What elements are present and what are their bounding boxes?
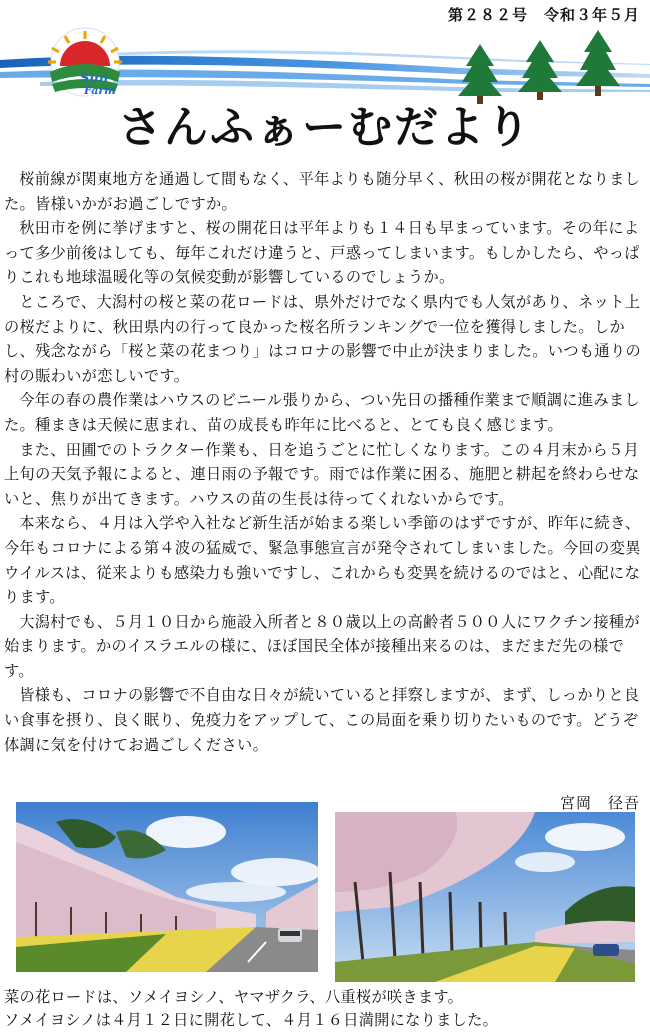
photo-caption: 菜の花ロードは、ソメイヨシノ、ヤマザクラ、八重桜が咲きます。 bbox=[4, 988, 464, 1006]
paragraph: 大潟村でも、５月１０日から施設入所者と８０歳以上の高齢者５００人にワクチン接種が始まります。かのイスラエルの様に、ほぼ国民全体が接種出来るのは、まだまだ先の様です。 bbox=[4, 612, 640, 680]
paragraph: 皆様も、コロナの影響で不自由な日々が続いていると拝察しますが、まず、しっかりと良い食事を摂り、良く眠り、免疫力をアップして、この局面を乗り切りたいものです。どうぞ体調に気を付けてお過ごしください。 bbox=[4, 686, 640, 754]
paragraph: 本来なら、４月は入学や入社など新生活が始まる楽しい季節のはずですが、昨年に続き、今年もコロナによる第４波の猛威で、緊急事態宣言が発令されてしまいました。今回の変異ウイルスは、従来よりも感染力も強いですし、これからも変異を続けるのではと、心配になります。 bbox=[4, 514, 641, 607]
sun-farm-logo-icon bbox=[48, 28, 122, 97]
photo-caption: ソメイヨシノは４月１２日に開花して、４月１６日満開になりました。 bbox=[4, 1011, 499, 1029]
author-name: 宮岡 径吾 bbox=[559, 794, 640, 812]
paragraph: 桜前線が関東地方を通過して間もなく、平年よりも随分早く、秋田の桜が開花となりました。皆様いかがお過ごしですか。 bbox=[4, 170, 641, 213]
header-banner bbox=[0, 26, 650, 106]
article-body bbox=[4, 167, 646, 757]
header-graphic bbox=[0, 26, 650, 106]
paragraph: 秋田市を例に挙げますと、桜の開花日は平年よりも１４日も早まっています。その年によって多少前後はしても、毎年これだけ違うと、戸惑ってしまいます。もしかしたら、やっぱりこれも地球温暖化等の気候変動が影響しているのでしょうか。 bbox=[4, 219, 640, 287]
cherry-blossom-road-photo-left bbox=[16, 802, 318, 972]
logo-text: Sun bbox=[80, 71, 109, 86]
tree-icon bbox=[518, 40, 562, 100]
paragraph: ところで、大潟村の桜と菜の花ロードは、県外だけでなく県内でも人気があり、ネット上の桜だよりに、秋田県内の行って良かった桜名所ランキングで一位を獲得しました。しかし、残念ながら「桜と菜の花まつり」はコロナの影響で中止が決まりました。いつも通りの村の賑わいが恋しいです。 bbox=[4, 292, 642, 385]
paragraph: また、田圃でのトラクター作業も、日を追うごとに忙しくなります。この４月末から５月上旬の天気予報によると、連日雨の予報です。雨では作業に困る、施肥と耕起を終わらせないと、焦りが出てきます。ハウスの苗の生長は待ってくれないからです。 bbox=[4, 440, 640, 508]
issue-number: 第２８２号 令和３年５月 bbox=[447, 6, 640, 24]
cherry-blossom-road-photo-right bbox=[335, 812, 635, 982]
newsletter-title: さんふぁーむだより bbox=[118, 102, 532, 153]
svg-text:Farm: Farm bbox=[84, 84, 116, 97]
paragraph: 今年の春の農作業はハウスのビニール張りから、つい先日の播種作業まで順調に進みました。種まきは天候に恵まれ、苗の成長も昨年に比べると、とても良く感じます。 bbox=[4, 391, 640, 434]
